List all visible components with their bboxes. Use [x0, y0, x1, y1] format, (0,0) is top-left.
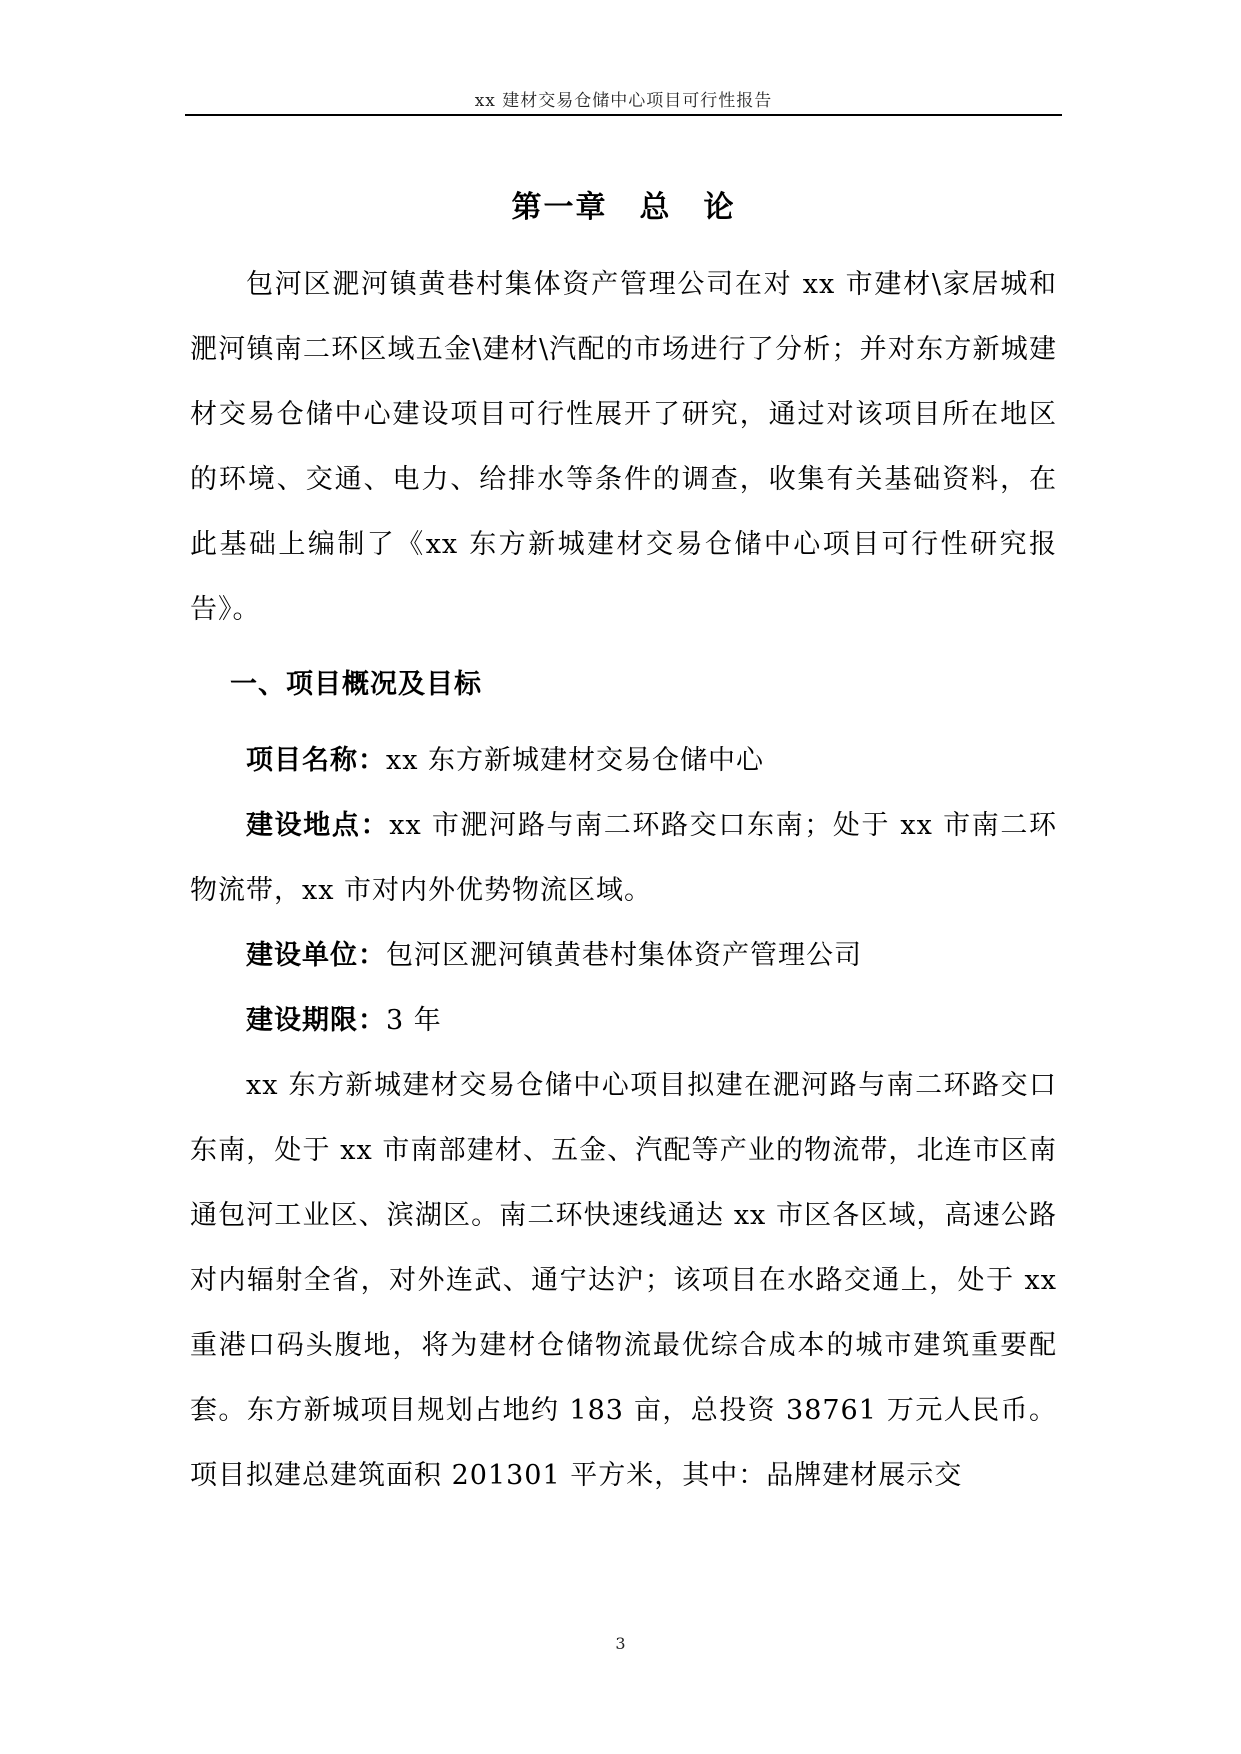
- construction-unit-field: [190, 923, 1057, 988]
- project-name-label: 项目名称：: [246, 745, 386, 776]
- construction-unit-value: 包河区淝河镇黄巷村集体资产管理公司: [386, 940, 862, 971]
- section-heading: 一、项目概况及目标: [230, 669, 482, 700]
- intro-paragraph: 包河区淝河镇黄巷村集体资产管理公司在对 xx 市建材\家居城和淝河镇南二环区域五金\建材\汽配的市场进行了分析；并对东方新城建材交易仓储中心建设项目可行性展开了研究，通过对该项目所在地区的环境、交通、电力、给排水等条件的调查，收集有关基础资料，在此基础上编制了《xx 东方新城建材交易仓储中心项目可行性研究报告》。: [190, 269, 1057, 625]
- construction-period-label: 建设期限：: [246, 1005, 386, 1036]
- construction-period-value: 3 年: [386, 1005, 442, 1036]
- location-value: xx 市淝河路与南二环路交口东南；处于 xx 市南二环物流带，xx 市对内外优势物流区域。: [190, 810, 1058, 906]
- chapter-title: 第一章 总 论: [511, 190, 736, 225]
- running-header: xx 建材交易仓储中心项目可行性报告: [474, 91, 773, 111]
- page-number: 3: [615, 1634, 626, 1653]
- location-label: 建设地点：: [246, 810, 390, 841]
- header-divider: [185, 114, 1062, 116]
- project-name-field: [190, 728, 1057, 793]
- project-name-value: xx 东方新城建材交易仓储中心: [386, 745, 765, 776]
- location-field: [190, 793, 1057, 923]
- construction-unit-label: 建设单位：: [246, 940, 386, 971]
- description-paragraph: xx 东方新城建材交易仓储中心项目拟建在淝河路与南二环路交口东南，处于 xx 市南部建材、五金、汽配等产业的物流带，北连市区南通包河工业区、滨湖区。南二环快速线通达 xx 市区各区域，高速公路对内辐射全省，对外连武、通宁达沪；该项目在水路交通上，处于 xx 重港口码头腹地，将为建材仓储物流最优综合成本的城市建筑重要配套。东方新城项目规划占地约 183 亩，总投资 38761 万元人民币。项目拟建总建筑面积 201301 平方米，其中：品牌建材展示交: [190, 1070, 1057, 1491]
- construction-period-field: [190, 988, 1057, 1053]
